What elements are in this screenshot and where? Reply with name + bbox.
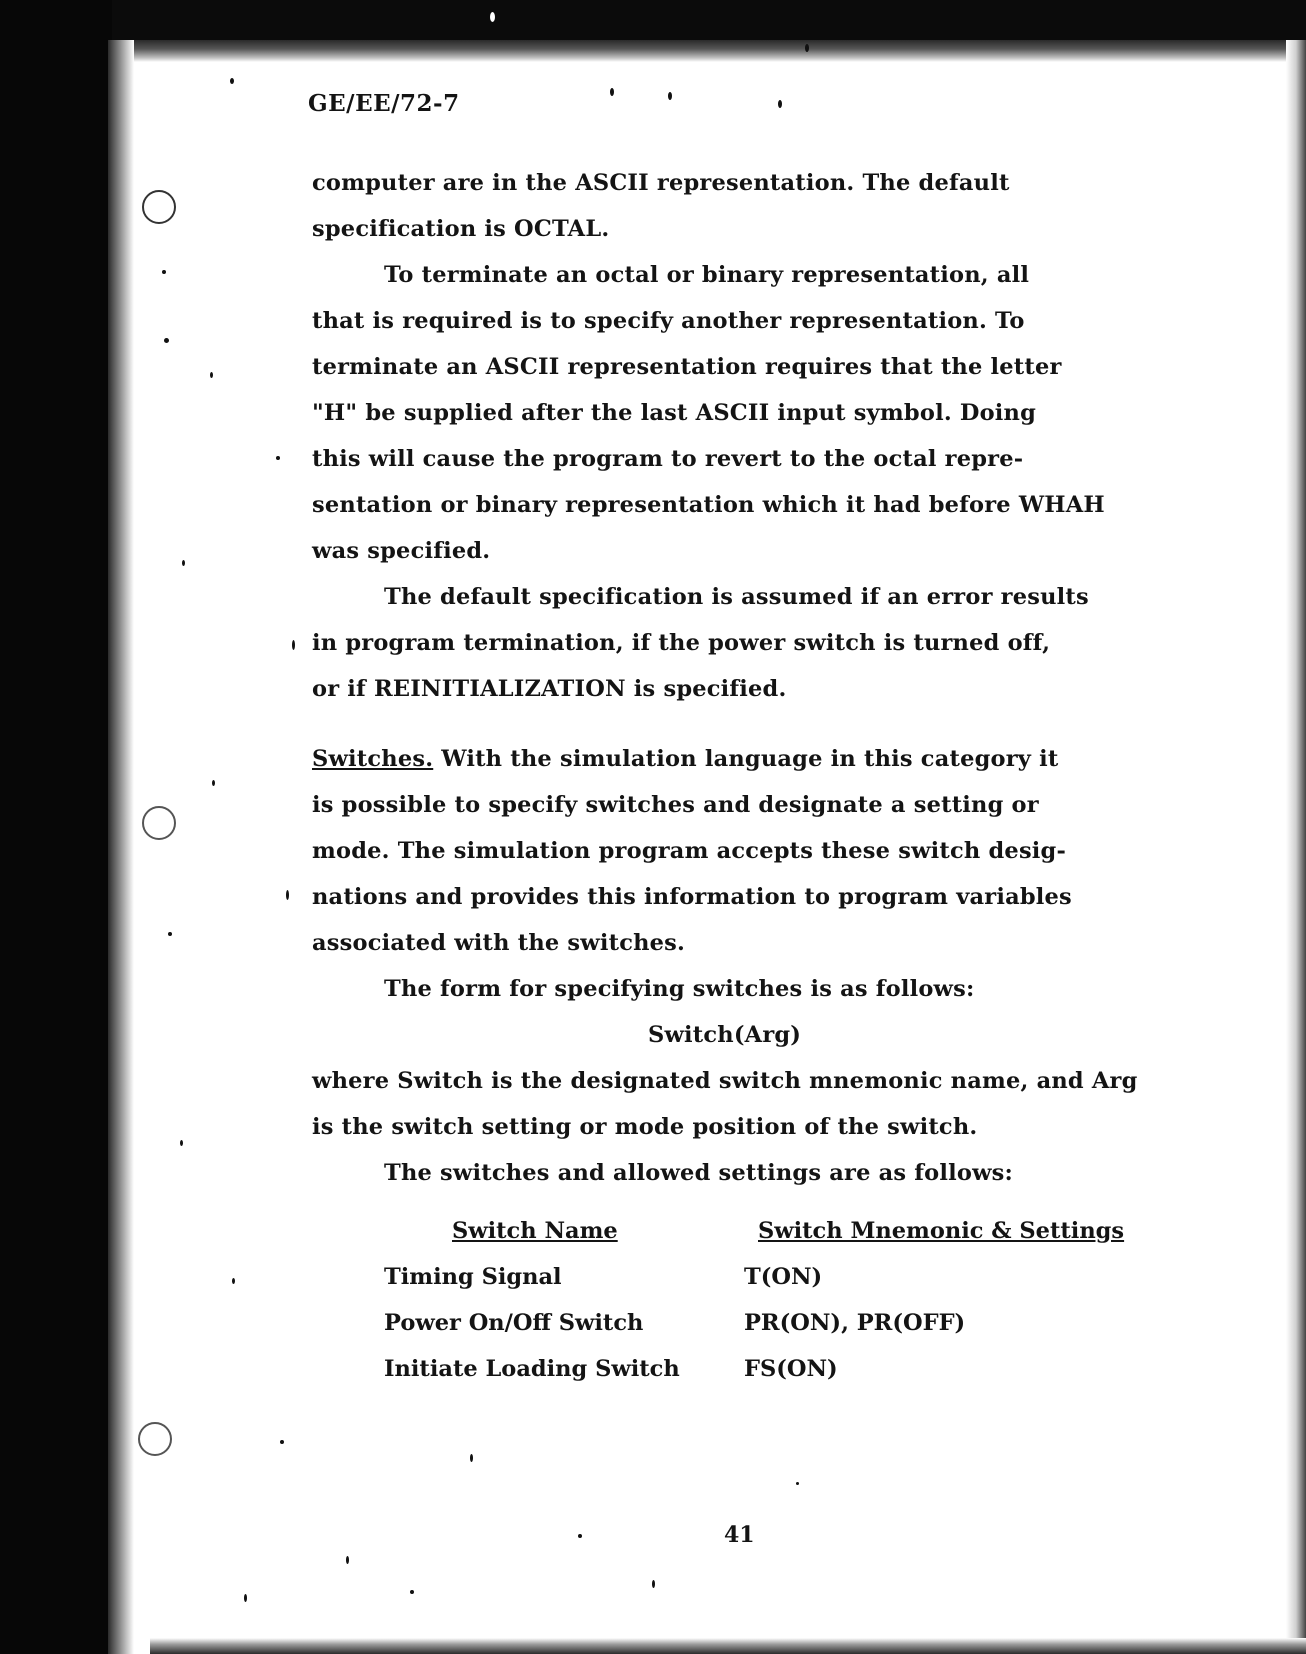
scan-speck [652, 1580, 655, 1588]
scan-edge-left [0, 0, 112, 1654]
scan-speck [232, 1278, 235, 1284]
body-line: With the simulation language in this category it [433, 746, 1059, 772]
scan-speck [610, 88, 614, 96]
scan-speck [578, 1534, 582, 1538]
body-line: computer are in the ASCII representation. The default [312, 170, 1010, 196]
switch-table-row-name: Initiate Loading Switch [384, 1356, 680, 1382]
scan-speck [490, 12, 495, 22]
switch-table-header-setting: Switch Mnemonic & Settings [758, 1218, 1125, 1244]
scan-speck [244, 1594, 247, 1602]
scan-speck [280, 1440, 284, 1444]
switch-table-row-setting: FS(ON) [744, 1356, 838, 1382]
scan-speck [668, 92, 672, 100]
syntax-formula: Switch(Arg) [648, 1022, 802, 1048]
scan-speck [286, 890, 289, 900]
scan-edge-top-shadow [120, 40, 1306, 62]
scan-edge-left-shadow [108, 40, 134, 1654]
body-line: this will cause the program to revert to the octal repre- [312, 446, 1024, 472]
scan-speck [212, 780, 215, 786]
scan-speck [210, 372, 213, 378]
scan-speck [276, 456, 280, 460]
scan-speck [292, 640, 295, 650]
page-number: 41 [724, 1522, 755, 1548]
body-line: The default specification is assumed if an error results [384, 584, 1089, 610]
switches-heading: Switches. [312, 746, 434, 772]
body-line: terminate an ASCII representation requires that the letter [312, 354, 1062, 380]
scan-speck [778, 100, 782, 108]
body-line: is the switch setting or mode position of the switch. [312, 1114, 978, 1140]
body-line: or if REINITIALIZATION is specified. [312, 676, 787, 702]
body-line: The form for specifying switches is as follows: [384, 976, 975, 1002]
scan-speck [230, 78, 234, 84]
scan-speck [470, 1454, 473, 1462]
scan-speck [346, 1556, 349, 1564]
switches-paragraph-first-line [312, 746, 1058, 772]
body-line: that is required is to specify another representation. To [312, 308, 1025, 334]
body-line: "H" be supplied after the last ASCII input symbol. Doing [312, 400, 1037, 426]
body-line: specification is OCTAL. [312, 216, 610, 242]
scan-speck [796, 1482, 799, 1485]
scan-edge-right [1286, 40, 1306, 1654]
body-line: where Switch is the designated switch mnemonic name, and Arg [312, 1068, 1138, 1094]
scan-speck [410, 1590, 414, 1594]
switch-table-header-name: Switch Name [452, 1218, 618, 1244]
body-line: is possible to specify switches and designate a setting or [312, 792, 1039, 818]
scan-speck [182, 560, 185, 566]
body-line: The switches and allowed settings are as follows: [384, 1160, 1014, 1186]
body-line: sentation or binary representation which it had before WHAH [312, 492, 1105, 518]
scan-edge-top [0, 0, 1306, 42]
switch-table-row-name: Timing Signal [384, 1264, 562, 1290]
body-line: was specified. [312, 538, 491, 564]
switch-table-row-name: Power On/Off Switch [384, 1310, 644, 1336]
document-id: GE/EE/72-7 [308, 90, 460, 117]
body-line: in program termination, if the power switch is turned off, [312, 630, 1051, 656]
binder-hole-icon [142, 806, 176, 840]
scan-speck [164, 338, 169, 343]
scan-edge-bottom [150, 1638, 1306, 1654]
scan-speck [168, 932, 172, 936]
scan-speck [805, 44, 809, 52]
scan-speck [162, 270, 166, 274]
scan-speck [180, 1140, 183, 1146]
switch-table-row-setting: PR(ON), PR(OFF) [744, 1310, 966, 1336]
body-line: associated with the switches. [312, 930, 686, 956]
binder-hole-icon [142, 190, 176, 224]
binder-hole-icon [138, 1422, 172, 1456]
body-line: To terminate an octal or binary representation, all [384, 262, 1030, 288]
body-line: mode. The simulation program accepts these switch desig- [312, 838, 1067, 864]
switch-table-row-setting: T(ON) [744, 1264, 823, 1290]
body-line: nations and provides this information to program variables [312, 884, 1072, 910]
